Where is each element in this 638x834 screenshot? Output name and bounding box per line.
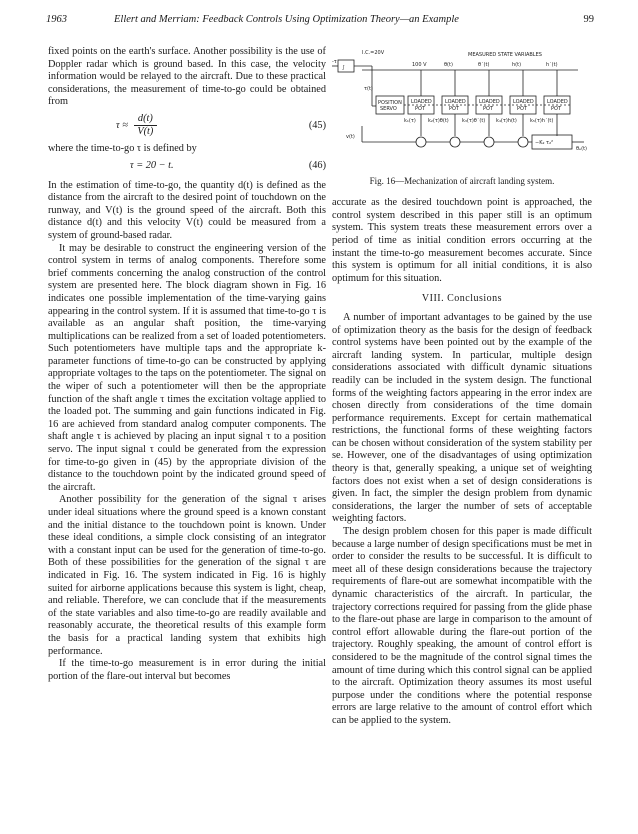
eq45-fraction — [134, 113, 157, 138]
v-label: v(t) — [346, 134, 355, 140]
gain-label: k₂(τ)θ(t) — [428, 118, 449, 124]
gain-label: k₅(τ)h˙(t) — [530, 118, 554, 124]
integrator-block — [338, 60, 354, 72]
figure-caption: Fig. 16—Mechanization of aircraft landing system. — [369, 175, 555, 186]
header-title: Ellert and Merriam: Feedback Controls Using Optimization Theory—an Example — [114, 14, 459, 25]
header-year: 1963 — [46, 14, 67, 25]
section-heading: VIII. Conclusions — [421, 293, 503, 305]
eq45-denominator: V(t) — [137, 126, 154, 138]
eq46-number: (46) — [308, 160, 326, 172]
eq45-number: (45) — [308, 119, 326, 131]
right-column — [332, 46, 592, 728]
paragraph: fixed points on the earth's surface. Another possibility is the use of Doppler radar which is ground based. In this case, the velocity information would be relayed to the aircraft. Due to these practical considerations, the measurement of time-to-go could be obtained from — [48, 46, 326, 108]
pot-label: POT — [517, 106, 528, 112]
voltage-label: 100 V — [412, 62, 427, 68]
state-label: θ˙(t) — [478, 62, 490, 68]
summing-junction — [484, 137, 494, 147]
plant-label: −K₂ τ₂² — [535, 140, 554, 146]
paragraph: Another possibility for the generation of the signal τ arises under ideal situations where the ground speed is a known constant and the initial distance to the touchdown point is known. Under these ideal conditions, a simple clock consisting of an integrator with a constant input can be used for the generation of time-to-go. Both of these possibilities for the generation of the signal τ are indicated in Fig. 16. The system indicated in Fig. 16 is highly suited for airborne applications because this system is light, cheap, and reliable. Therefore, we can conclude that if the measurements of the state variables and also time-to-go are readily available and reasonably accurate, the theoretical results of this example form the basis for a practical landing system that exhibits high performance. — [48, 494, 326, 657]
equation-45 — [48, 111, 326, 141]
ic-label: I.C.=20V — [362, 50, 385, 56]
summing-junction — [518, 137, 528, 147]
measured-label: MEASURED STATE VARIABLES — [468, 52, 542, 58]
servo-label: POSITION — [378, 100, 402, 106]
state-label: h(t) — [512, 62, 522, 68]
gain-label: k₁(τ) — [404, 118, 416, 124]
page-number: 99 — [583, 14, 594, 25]
integrator-symbol: ∫ — [342, 65, 345, 71]
paragraph: If the time-to-go measurement is in error during the initial portion of the flare-out interval but becomes — [48, 658, 326, 682]
pot-label: POT — [415, 106, 426, 112]
pot-label: LOADED — [445, 99, 466, 105]
eq45-lhs: τ ≈ — [116, 119, 128, 131]
left-column — [48, 46, 326, 683]
pot-label: POT — [483, 106, 494, 112]
figure-16-block-diagram — [332, 46, 592, 166]
running-header — [46, 14, 594, 30]
eq45-numerator: d(t) — [134, 113, 157, 126]
servo-label: SERVO — [380, 106, 397, 112]
gain-label: k₄(τ)h(t) — [496, 118, 517, 124]
pot-label: LOADED — [411, 99, 432, 105]
pot-label: POT — [551, 106, 562, 112]
pot-label: LOADED — [513, 99, 534, 105]
paragraph: A number of important advantages to be gained by the use of optimization theory as the basis for the design of feedback control systems have been pointed out by the example of the aircraft landing system. In particular, multiple design considerations associated with difficult dynamic situations readily can be included in the system design. The functional forms of the weighting factors appearing in the error index are chosen directly from considerations of the time domain performance requirements. Except for certain mathematical restrictions, the functional forms of these weighting factors can be chosen without consideration of the system stability per se. However, one of the disadvantages of using optimization theory is that, generally speaking, a unique set of weighting factors does not exist when a set of design considerations is given. In fact, the simpler the design problem from dynamic considerations, the larger the number of sets of acceptable weighting factors. — [332, 311, 592, 525]
output-label: θₑ(t) — [576, 146, 588, 152]
eq46-body: τ = 20 − t. — [130, 160, 174, 172]
paragraph: It may be desirable to construct the engineering version of the control system in terms of analog components. Therefore some brief comments concerning the analog construction of the control system are presented here. The block diagram shown in Fig. 16 indicates one possible implementation of the time-varying gains appearing in the control system. If it is assumed that time-to-go τ is available as an angular shaft position, the time-varying multiplications can be realized from a set of loaded potentiometers. Such potentiometers have multiple taps and the appropriate k-parameter functions of time-to-go can be constructed by applying appropriate voltages to the taps on the potentiometer. The signal on the wiper of such a potentiometer will then be the appropriate function of the shaft angle τ times the excitation voltage applied to the loaded pot. The summing and gain functions indicated in Fig. 16 are achieved from standard analog computer components. The shaft angle τ is achieved by placing an input signal τ to a position servo. The input signal τ could be generated from the expression for time-to-go given in (45) by the appropriate division of the distance to the touchdown point by the indicated ground speed of the aircraft. — [48, 242, 326, 493]
paragraph: accurate as the desired touchdown point is approached, the control system described in this paper still is an optimum system. This system treats these measurement errors over a period of time as initial condition errors occurring at the instant the time-to-go measurement becomes accurate. Since this system is optimum for all initial conditions, it is also optimum for this situation. — [332, 197, 592, 284]
pot-label: LOADED — [479, 99, 500, 105]
pot-label: POT — [449, 106, 460, 112]
state-label: θ(t) — [444, 62, 453, 68]
summing-junction — [450, 137, 460, 147]
tau-label: τ(t) — [364, 86, 373, 92]
paragraph: The design problem chosen for this paper is made difficult because a large number of design specifications must be met in order to consider the results to be successful. It is difficult to meet all of these design considerations because the trajectory requirements of flare-out are somewhat incompatible with the dynamic characteristics of the aircraft. In particular, the trajectory corrections required for passing from the glide phase to the flare-out phase are large in comparison to the amount of control effort allowable during the flare-out portion of the trajectory. Roughly speaking, the amount of control effort is considered to be the magnitude of the control signal times the amount of time during which this control signal can be applied to the aircraft. Optimization theory assumes its most useful purpose under the conditions where the potential response errors are large relative to the amount of control effort which can be applied to the system. — [332, 526, 593, 726]
gain-label: k₃(τ)θ˙(t) — [462, 118, 486, 124]
tau-input-label: -τ — [332, 59, 337, 65]
summing-junction — [416, 137, 426, 147]
state-label: h˙(t) — [546, 62, 558, 68]
equation-46 — [48, 158, 326, 176]
paragraph: In the estimation of time-to-go, the quantity d(t) is defined as the distance from the aircraft to the desired point of touchdown on the runway, and V(t) is the ground speed of the aircraft. Both this distance d(t) and this velocity V(t) could be measured from a system of ground-based radar. — [48, 179, 326, 241]
paragraph: where the time-to-go τ is defined by — [48, 142, 197, 154]
pot-label: LOADED — [547, 99, 568, 105]
